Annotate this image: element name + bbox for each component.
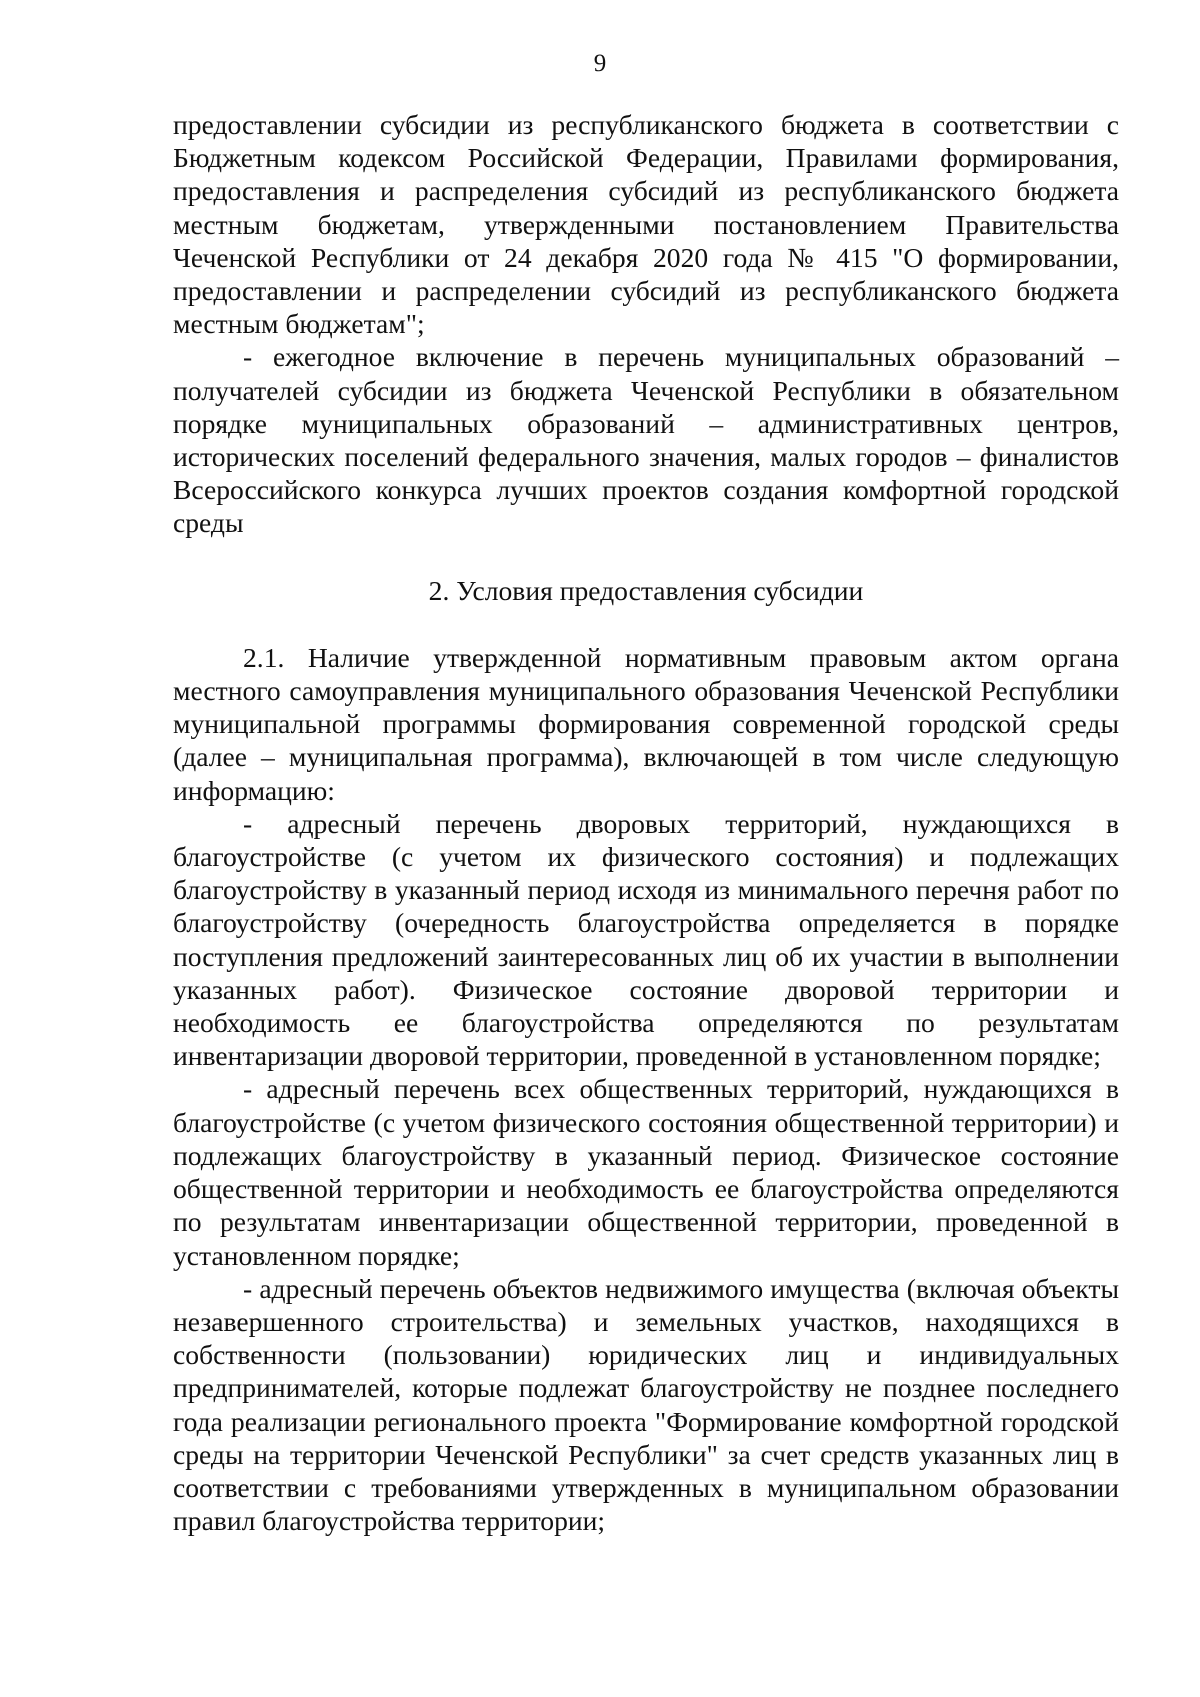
paragraph-courtyard-list: - адресный перечень дворовых территорий, нуждающихся в благоустройстве (с учетом их физического состояния) и подлежащих благоустройству в указанный период исходя из минимального перечня работ по благоустройству (очередность благоустройства определяется в порядке поступления предложений заинтересованных лиц об их участии в выполнении указанных работ). Физическое состояние дворовой территории и необходимость ее благоустройства определяются по результатам инвентаризации дворовой территории, проведенной в установленном порядке; <box>173 807 1119 1072</box>
paragraph-real-estate-list: - адресный перечень объектов недвижимого имущества (включая объекты незавершенного строительства) и земельных участков, находящихся в собственности (пользовании) юридических лиц и индивидуальных предпринимателей, которые подлежат благоустройству не позднее последнего года реализации регионального проекта "Формирование комфортной городской среды на территории Чеченской Республики" за счет средств указанных лиц в соответствии с требованиями утвержденных в муниципальном образовании правил благоустройства территории; <box>173 1272 1119 1537</box>
page-number: 9 <box>593 50 607 77</box>
document-body <box>173 108 1119 1537</box>
paragraph-2-1: 2.1. Наличие утвержденной нормативным правовым актом органа местного самоуправления муниципального образования Чеченской Республики муниципальной программы формирования современной городской среды (далее – муниципальная программа), включающей в том числе следующую информацию: <box>173 641 1119 806</box>
section-heading: 2. Условия предоставления субсидии <box>428 574 864 606</box>
paragraph-continuation: предоставлении субсидии из республиканского бюджета в соответствии с Бюджетным кодексом Российской Федерации, Правилами формирования, предоставления и распределения субсидий из республиканского бюджета местным бюджетам, утвержденными постановлением Правительства Чеченской Республики от 24 декабря 2020 года № 415 "О формировании, предоставлении и распределении субсидий из республиканского бюджета местным бюджетам"; <box>173 109 1119 340</box>
paragraph-public-territories-list: - адресный перечень всех общественных территорий, нуждающихся в благоустройстве (с учетом физического состояния общественной территории) и подлежащих благоустройству в указанный период. Физическое состояние общественной территории и необходимость ее благоустройства определяются по результатам инвентаризации общественной территории, проведенной в установленном порядке; <box>173 1073 1119 1271</box>
paragraph-annual-inclusion: - ежегодное включение в перечень муниципальных образований – получателей субсидии из бюджета Чеченской Республики в обязательном порядке муниципальных образований – административных центров, исторических поселений федерального значения, малых городов – финалистов Всероссийского конкурса лучших проектов создания комфортной городской среды <box>173 341 1119 539</box>
